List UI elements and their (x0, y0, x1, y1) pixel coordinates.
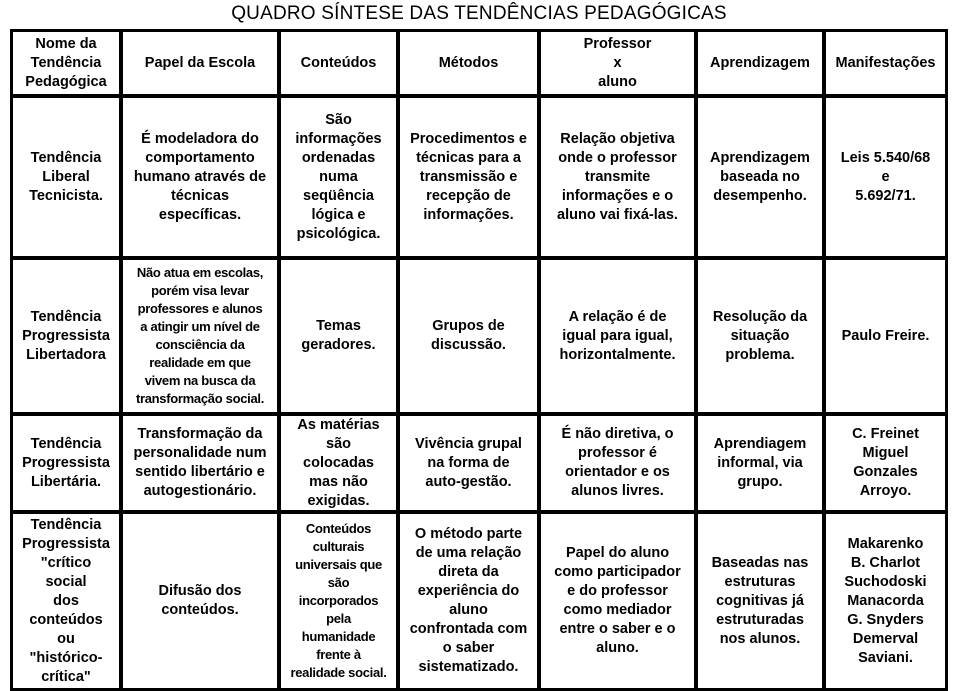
table-cell: Paulo Freire. (824, 258, 947, 414)
header-cell-manifestations: Manifestações (824, 30, 947, 96)
header-cell-name: Nome da Tendência Pedagógica (11, 30, 121, 96)
table-cell: Aprendiagem informal, via grupo. (696, 414, 824, 512)
table-cell: Vivência grupal na forma de auto-gestão. (398, 414, 539, 512)
table-cell: A relação é de igual para igual, horizontalmente. (539, 258, 696, 414)
table-row (11, 414, 947, 512)
table-cell: Aprendizagem baseada no desempenho. (696, 96, 824, 258)
header-cell-teacher-student: Professor x aluno (539, 30, 696, 96)
table-cell: É modeladora do comportamento humano através de técnicas específicas. (121, 96, 279, 258)
table-row (11, 512, 947, 690)
header-row (11, 30, 947, 96)
table-cell: Tendência Progressista "crítico social dos conteúdos ou "histórico- crítica" (11, 512, 121, 690)
table-cell: É não diretiva, o professor é orientador e os alunos livres. (539, 414, 696, 512)
table-cell: Tendência Liberal Tecnicista. (11, 96, 121, 258)
table-cell: Makarenko B. Charlot Suchodoski Manacorda G. Snyders Demerval Saviani. (824, 512, 947, 690)
document-title: QUADRO SÍNTESE DAS TENDÊNCIAS PEDAGÓGICAS (231, 3, 727, 24)
table-cell: Relação objetiva onde o professor transmite informações e o aluno vai fixá-las. (539, 96, 696, 258)
table-cell: C. Freinet Miguel Gonzales Arroyo. (824, 414, 947, 512)
table-row (11, 96, 947, 258)
table-cell: Tendência Progressista Libertadora (11, 258, 121, 414)
table-cell: Temas geradores. (279, 258, 398, 414)
table-cell: O método parte de uma relação direta da experiência do aluno confrontada com o saber sistematizado. (398, 512, 539, 690)
synthesis-table (10, 29, 948, 691)
table-row (11, 258, 947, 414)
table-cell: Transformação da personalidade num sentido libertário e autogestionário. (121, 414, 279, 512)
table-cell: Tendência Progressista Libertária. (11, 414, 121, 512)
header-cell-methods: Métodos (398, 30, 539, 96)
table-cell: Grupos de discussão. (398, 258, 539, 414)
table-cell: Procedimentos e técnicas para a transmissão e recepção de informações. (398, 96, 539, 258)
table-cell: São informações ordenadas numa seqüência lógica e psicológica. (279, 96, 398, 258)
table-cell: Não atua em escolas, porém visa levar professores e alunos a atingir um nível de consciência da realidade em que vivem na busca da transformação social. (121, 258, 279, 414)
table-cell: As matérias são colocadas mas não exigidas. (279, 414, 398, 512)
table-cell: Leis 5.540/68 e 5.692/71. (824, 96, 947, 258)
header-cell-learning: Aprendizagem (696, 30, 824, 96)
table-cell: Papel do aluno como participador e do professor como mediador entre o saber e o aluno. (539, 512, 696, 690)
table-cell: Baseadas nas estruturas cognitivas já estruturadas nos alunos. (696, 512, 824, 690)
table-cell: Resolução da situação problema. (696, 258, 824, 414)
table-cell: Difusão dos conteúdos. (121, 512, 279, 690)
table-cell: Conteúdos culturais universais que são incorporados pela humanidade frente à realidade social. (279, 512, 398, 690)
header-cell-contents: Conteúdos (279, 30, 398, 96)
header-cell-school-role: Papel da Escola (121, 30, 279, 96)
